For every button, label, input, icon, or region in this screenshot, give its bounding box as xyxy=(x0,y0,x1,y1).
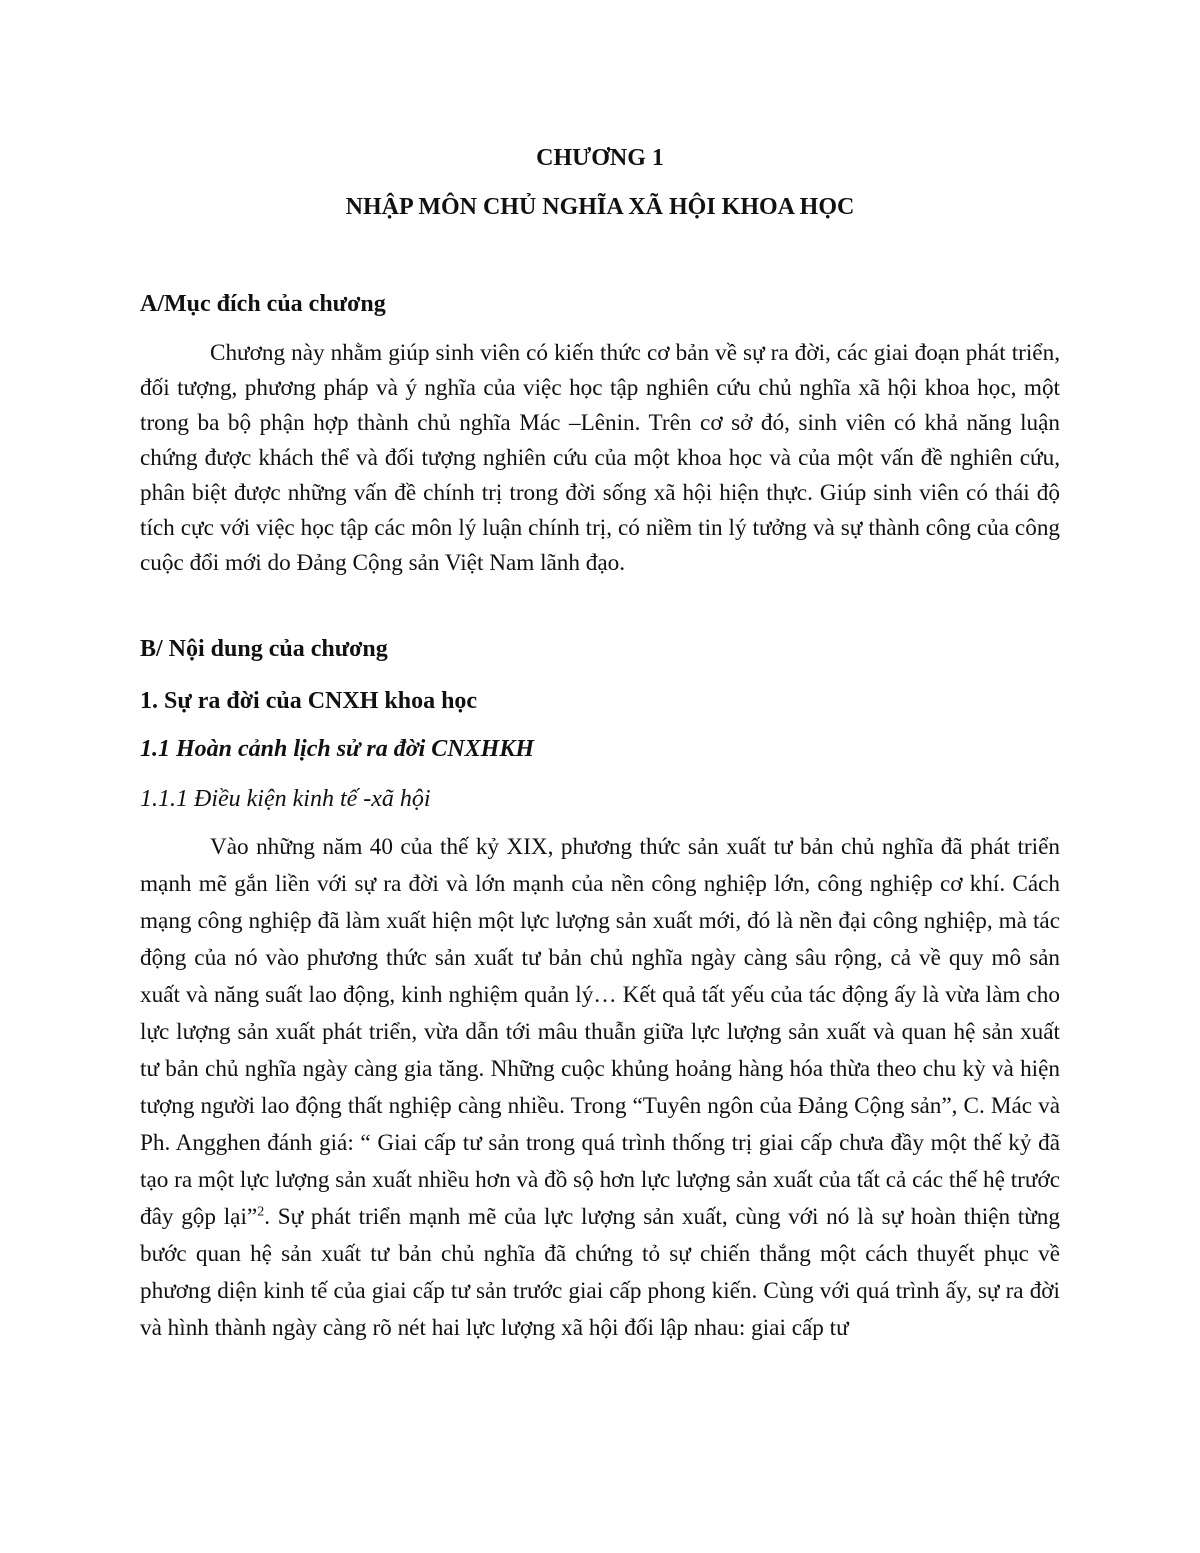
subsection-1-1-heading: 1.1 Hoàn cảnh lịch sử ra đời CNXHKH xyxy=(140,736,534,762)
section-a-heading: A/Mục đích của chương xyxy=(140,291,386,317)
document-page xyxy=(140,0,1060,1553)
body-paragraph-part2: . Sự phát triển mạnh mẽ của lực lượng sản xuất, cùng với nó là sự hoàn thiện từng bước quan hệ sản xuất tư bản chủ nghĩa đã chứng tỏ sự chiến thắng một cách thuyết phục về phương diện kinh tế của giai cấp tư sản trước giai cấp phong kiến. Cùng với quá trình ấy, sự ra đời và hình thành ngày càng rõ nét hai lực lượng xã hội đối lập nhau: giai cấp tư xyxy=(140,1204,1060,1341)
section-a-paragraph: Chương này nhằm giúp sinh viên có kiến thức cơ bản về sự ra đời, các giai đoạn phát triển, đối tượng, phương pháp và ý nghĩa của việc học tập nghiên cứu chủ nghĩa xã hội khoa học, một trong ba bộ phận hợp thành chủ nghĩa Mác –Lênin. Trên cơ sở đó, sinh viên có khả năng luận chứng được khách thể và đối tượng nghiên cứu của một khoa học và của một vấn đề nghiên cứu, phân biệt được những vấn đề chính trị trong đời sống xã hội hiện thực. Giúp sinh viên có thái độ tích cực với việc học tập các môn lý luận chính trị, có niềm tin lý tưởng và sự thành công của công cuộc đổi mới do Đảng Cộng sản Việt Nam lãnh đạo. xyxy=(140,340,1060,576)
body-paragraph xyxy=(140,829,1060,1347)
section-1-heading: 1. Sự ra đời của CNXH khoa học xyxy=(140,688,478,714)
subsection-1-1-1-heading: 1.1.1 Điều kiện kinh tế -xã hội xyxy=(140,786,431,812)
section-b-heading: B/ Nội dung của chương xyxy=(140,636,388,662)
body-paragraph-part1: Vào những năm 40 của thế kỷ XIX, phương thức sản xuất tư bản chủ nghĩa đã phát triển mạnh mẽ gắn liền với sự ra đời và lớn mạnh của nền công nghiệp lớn, công nghiệp cơ khí. Cách mạng công nghiệp đã làm xuất hiện một lực lượng sản xuất mới, đó là nền đại công nghiệp, mà tác động của nó vào phương thức sản xuất tư bản chủ nghĩa ngày càng sâu rộng, cả về quy mô sản xuất và năng suất lao động, kinh nghiệm quản lý… Kết quả tất yếu của tác động ấy là vừa làm cho lực lượng sản xuất phát triển, vừa dẫn tới mâu thuẫn giữa lực lượng sản xuất và quan hệ sản xuất tư bản chủ nghĩa ngày càng gia tăng. Những cuộc khủng hoảng hàng hóa thừa theo chu kỳ và hiện tượng người lao động thất nghiệp càng nhiều. Trong “Tuyên ngôn của Đảng Cộng sản”, C. Mác và Ph. Angghen đánh giá: “ Giai cấp tư sản trong quá trình thống trị giai cấp chưa đầy một thế kỷ đã tạo ra một lực lượng sản xuất nhiều hơn và đồ sộ hơn lực lượng sản xuất của tất cả các thế hệ trước đây gộp lại” xyxy=(140,834,1060,1230)
chapter-title: NHẬP MÔN CHỦ NGHĨA XÃ HỘI KHOA HỌC xyxy=(345,194,855,220)
chapter-number: CHƯƠNG 1 xyxy=(536,145,664,171)
footnote-reference[interactable]: 2 xyxy=(257,1204,265,1220)
